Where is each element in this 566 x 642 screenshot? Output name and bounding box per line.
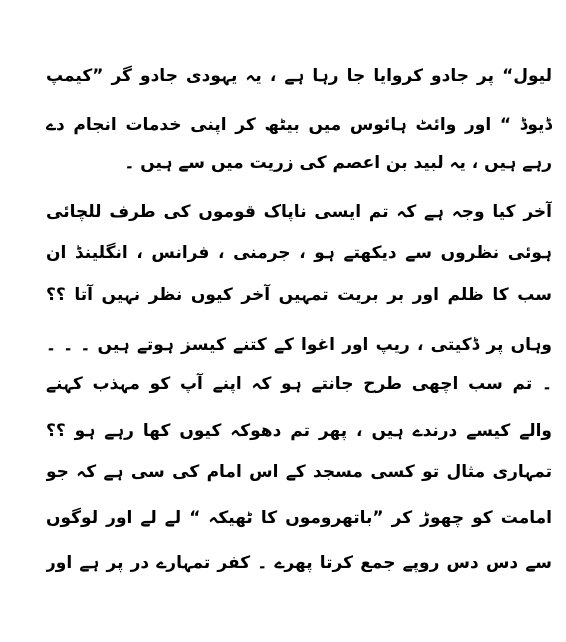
text-line-3: رہے ہیں ، یہ لبید بن اعصم کی زریت میں سے ہیں ۔ <box>124 153 552 173</box>
text-line-6: سب کا ظلم اور بر بریت تمہیں آخر کیوں نظر نہیں آتا ؟؟ <box>46 285 552 305</box>
text-line-4: آخر کیا وجہ ہے کہ تم ایسی ناپاک قوموں کی طرف للچائی <box>46 202 552 222</box>
text-line-10: تمہاری مثال تو کسی مسجد کے اس امام کی سی ہے کہ جو <box>46 462 552 482</box>
text-line-11: امامت کو چھوڑ کر ”باتھروموں کا ٹھیکہ “ لے لے اور لوگوں <box>46 508 552 528</box>
text-line-5: ہوئی نظروں سے دیکھتے ہو ، جرمنی ، فرانس ، انگلینڈ ان <box>46 243 552 263</box>
text-line-7: وہاں پر ڈکیتی ، ریپ اور اغوا کے کتنے کیسز ہوتے ہیں ۔ ۔ ۔ <box>46 335 552 355</box>
text-line-12: سے دس دس روپے جمع کرتا پھرے ۔ کفر تمہارے در پر ہے اور <box>46 553 552 573</box>
text-line-8: ۔ تم سب اچھی طرح جانتے ہو کہ اپنے آپ کو مہذب کہنے <box>46 374 552 394</box>
text-line-2: ڈیوڈ “ اور وائٹ ہائوس میں بیٹھ کر اپنی خدمات انجام دے <box>46 115 552 135</box>
text-line-9: والے کیسے درندے ہیں ، پھر تم دھوکہ کیوں کھا رہے ہو ؟؟ <box>46 421 552 441</box>
text-line-1: لیول“ پر جادو کروایا جا رہا ہے ، یہ یہودی جادو گر ”کیمپ <box>46 66 552 86</box>
